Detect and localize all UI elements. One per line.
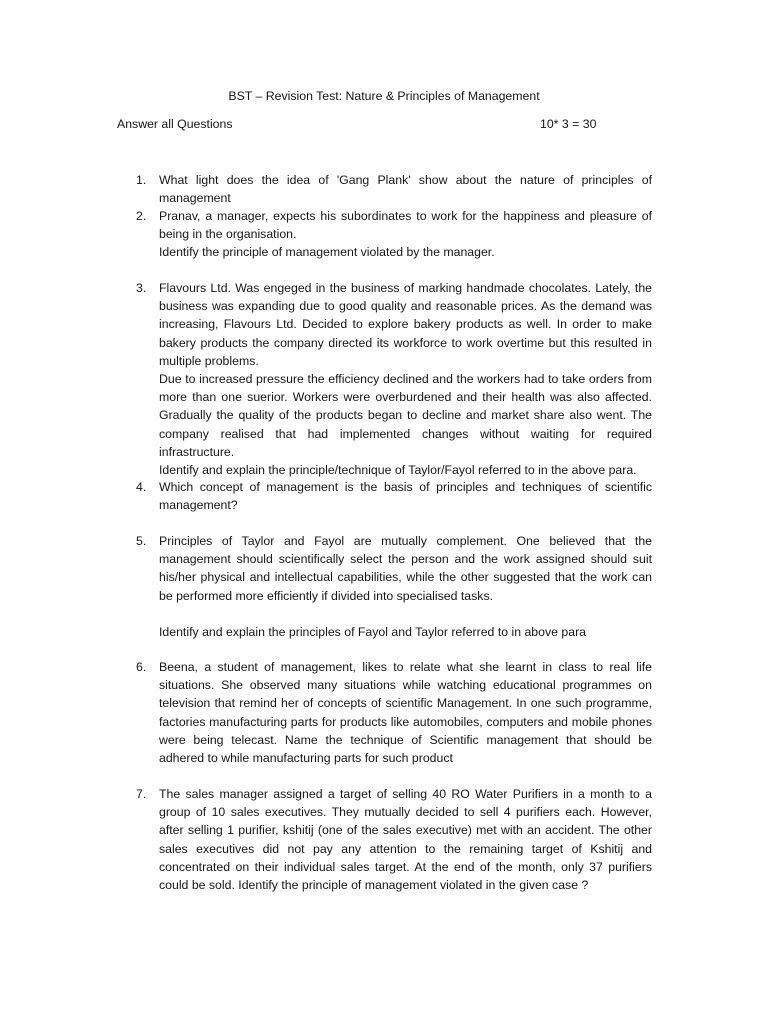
question-text: Identify the principle of management violated by the manager. (159, 245, 495, 260)
question-number: 2. (136, 209, 147, 223)
question-text: Flavours Ltd. Was engeged in the business of marking handmade chocolates. Lately, the business was expanding due to good quality and reasonable prices. As the demand was increasing, Flavours Ltd. Decided to explore bakery products as well. In order to make bakery products the company directed its workforce to work overtime but this resulted in multiple problems. (159, 281, 652, 368)
question-text: What light does the idea of 'Gang Plank' show about the nature of principles of management (159, 173, 652, 206)
question-number: 5. (136, 534, 147, 548)
marks-text: 10* 3 = 30 (540, 117, 597, 131)
question-body (159, 478, 652, 514)
page-title: BST – Revision Test: Nature & Principles of Management (228, 89, 540, 103)
question-body (159, 207, 652, 262)
question-text: Pranav, a manager, expects his subordinates to work for the happiness and pleasure of being in the organisation. (159, 209, 652, 242)
question-number: 6. (136, 660, 147, 674)
question-number: 7. (136, 787, 147, 801)
question-text: Principles of Taylor and Fayol are mutually complement. One believed that the management should scientifically select the person and the work assigned should suit his/her physical and intellectual capabilities, while the other suggested that the work can be performed more efficiently if divided into specialised tasks. (159, 534, 652, 603)
question-6 (136, 658, 652, 767)
question-body (159, 171, 652, 207)
question-1 (136, 171, 652, 207)
question-text: Beena, a student of management, likes to relate what she learnt in class to real life situations. She observed many situations while watching educational programmes on television that remind her of concepts of scientific Management. In one such programme, factories manufacturing parts for products like automobiles, computers and mobile phones were being telecast. Name the technique of Scientific management that should be adhered to while manufacturing parts for such product (159, 660, 652, 766)
question-2 (136, 207, 652, 262)
question-number: 3. (136, 281, 147, 295)
question-number: 4. (136, 480, 147, 494)
question-body (159, 785, 652, 894)
question-5 (136, 532, 652, 641)
question-number: 1. (136, 173, 147, 187)
question-body (159, 532, 652, 641)
question-body (159, 658, 652, 767)
question-7 (136, 785, 652, 894)
question-text: Due to increased pressure the efficiency declined and the workers had to take orders from more than one suerior. Workers were overburdened and their health was also affected. Gradually the quality of the products began to decline and market share also went. The company realised that had implemented changes without waiting for required infrastructure. (159, 372, 652, 459)
instruction-text: Answer all Questions (117, 117, 233, 131)
question-text: Identify and explain the principles of Fayol and Taylor referred to in above para (159, 624, 587, 639)
question-text: Identify and explain the principle/technique of Taylor/Fayol referred to in the above para. (159, 463, 637, 478)
question-4 (136, 478, 652, 514)
question-text: Which concept of management is the basis of principles and techniques of scientific management? (159, 480, 652, 513)
question-text: The sales manager assigned a target of selling 40 RO Water Purifiers in a month to a group of 10 sales executives. They mutually decided to sell 4 purifiers each. However, after selling 1 purifier, kshitij (one of the sales executive) met with an accident. The other sales executives did not pay any attention to the remaining target of Kshitij and concentrated on their individual sales target. At the end of the month, only 37 purifiers could be sold. Identify the principle of management violated in the given case ? (159, 787, 652, 893)
question-body (159, 279, 652, 479)
question-3 (136, 279, 652, 479)
